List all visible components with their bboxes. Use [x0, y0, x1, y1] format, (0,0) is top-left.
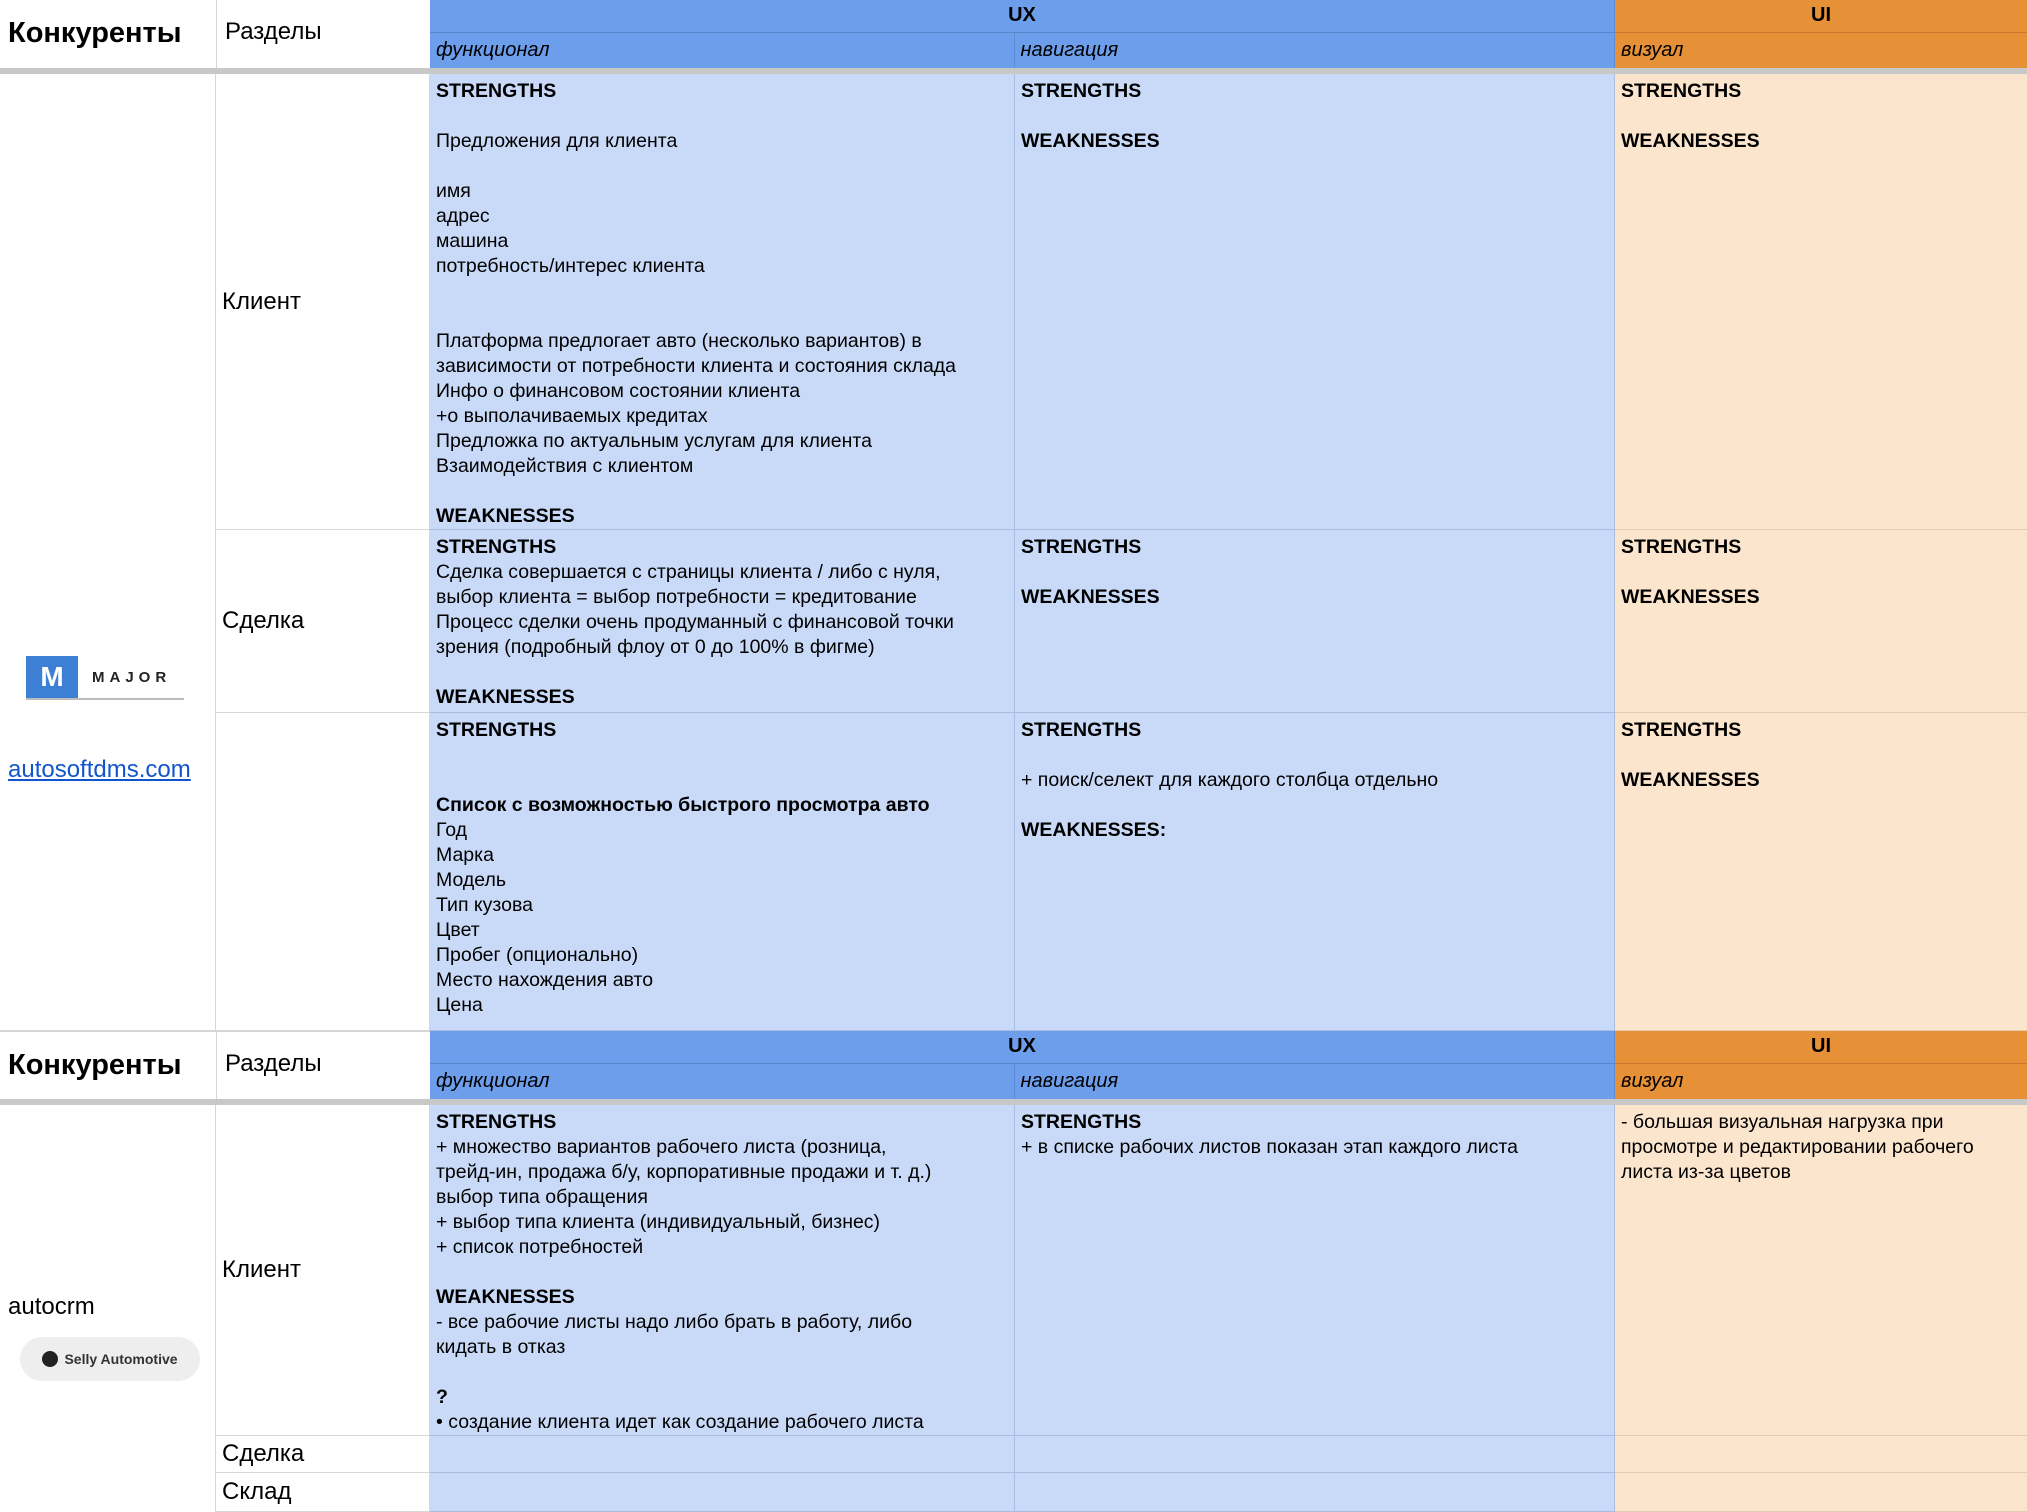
cell-text-line: STRENGTHS: [436, 1111, 557, 1133]
header-visual[interactable]: визуал: [1621, 1070, 1684, 1092]
section-cell[interactable]: Сделка: [216, 1436, 430, 1473]
cell-text-line: STRENGTHS: [1621, 536, 1742, 558]
competitor-name: autocrm: [8, 1293, 95, 1320]
cell-text-line: STRENGTHS: [1621, 80, 1742, 102]
selly-logo: Selly Automotive: [20, 1337, 200, 1381]
cell-text-line: WEAKNESSES: [436, 686, 575, 708]
cell-text-line: [1021, 104, 1614, 129]
cell-text-line: Тип кузова: [436, 894, 533, 916]
cell-text-line: [1621, 104, 2027, 129]
cell-text-line: Год: [436, 819, 468, 841]
cell-text-line: STRENGTHS: [436, 80, 557, 102]
cell-text-line: - все рабочие листы надо либо брать в работу, либо: [436, 1311, 913, 1333]
cell-text-line: зависимости от потребности клиента и состояния склада: [436, 355, 957, 377]
header-competitors[interactable]: Конкуренты: [0, 1031, 216, 1099]
cell-text-line: WEAKNESSES: [1621, 769, 1760, 791]
cell-text-line: кидать в отказ: [436, 1336, 566, 1358]
cell-text-line: • создание клиента идет как создание рабочего листа: [436, 1411, 924, 1433]
cell-text-line: WEAKNESSES:: [1021, 819, 1167, 841]
cell-text-line: Взаимодействия с клиентом: [436, 455, 694, 477]
functional-cell[interactable]: [430, 1436, 1015, 1473]
cell-text-line: + в списке рабочих листов показан этап каждого листа: [1021, 1136, 1519, 1158]
cell-text-line: [1021, 793, 1614, 818]
cell-text-line: [436, 154, 1014, 179]
cell-text-line: +о выполачиваемых кредитах: [436, 405, 708, 427]
cell-text-line: [1621, 743, 2027, 768]
header-navigation[interactable]: навигация: [1020, 39, 1119, 61]
selly-logo-icon: [42, 1351, 58, 1367]
cell-text-line: Модель: [436, 869, 506, 891]
navigation-cell[interactable]: [1015, 713, 1615, 1031]
cell-text-line: ?: [436, 1386, 448, 1408]
header-ui-group[interactable]: [1615, 0, 2027, 68]
cell-text-line: выбор клиента = выбор потребности = кредитование: [436, 586, 917, 608]
cell-text-line: [436, 304, 1014, 329]
cell-text-line: Процесс сделки очень продуманный с финансовой точки: [436, 611, 954, 633]
visual-cell[interactable]: [1615, 74, 2027, 530]
cell-text-line: трейд-ин, продажа б/у, корпоративные продажи и т. д.): [436, 1161, 932, 1183]
cell-text-line: WEAKNESSES: [436, 1286, 575, 1308]
navigation-cell[interactable]: [1015, 1473, 1615, 1512]
cell-text-line: Место нахождения авто: [436, 969, 654, 991]
cell-text-line: + выбор типа клиента (индивидуальный, бизнес): [436, 1211, 881, 1233]
cell-text-line: + множество вариантов рабочего листа (розница,: [436, 1136, 887, 1158]
cell-text-line: WEAKNESSES: [1021, 130, 1160, 152]
cell-text-line: адрес: [436, 205, 490, 227]
cell-text-line: STRENGTHS: [436, 719, 557, 741]
cell-text-line: Марка: [436, 844, 494, 866]
header-functional[interactable]: функционал: [430, 33, 1015, 68]
cell-text-line: Предложения для клиента: [436, 130, 678, 152]
cell-text-line: имя: [436, 180, 471, 202]
cell-text-line: листа из-за цветов: [1621, 1161, 1791, 1183]
cell-text-line: выбор типа обращения: [436, 1186, 648, 1208]
header-ux-group[interactable]: [430, 1031, 1615, 1099]
cell-text-line: [436, 1360, 1014, 1385]
navigation-cell[interactable]: [1015, 1436, 1615, 1473]
cell-text-line: потребность/интерес клиента: [436, 255, 705, 277]
header-ux-label: UX: [430, 0, 1614, 33]
header-navigation[interactable]: навигация: [1020, 1070, 1119, 1092]
cell-text-line: [436, 768, 1014, 793]
competitor-cell-autocrm[interactable]: [0, 1105, 216, 1512]
functional-cell[interactable]: [430, 713, 1015, 1031]
cell-text-line: STRENGTHS: [1621, 719, 1742, 741]
cell-text-line: WEAKNESSES: [1621, 586, 1760, 608]
cell-text-line: STRENGTHS: [1021, 719, 1142, 741]
cell-text-line: Цена: [436, 994, 483, 1016]
cell-text-line: STRENGTHS: [1021, 536, 1142, 558]
cell-text-line: WEAKNESSES: [1621, 130, 1760, 152]
cell-text-line: [1021, 743, 1614, 768]
cell-text-line: Инфо о финансовом состоянии клиента: [436, 380, 801, 402]
header-functional[interactable]: функционал: [430, 1064, 1015, 1099]
cell-text-line: машина: [436, 230, 509, 252]
header-ux-group[interactable]: [430, 0, 1615, 68]
cell-text-line: [436, 279, 1014, 304]
competitor-cell-major[interactable]: [0, 74, 216, 1031]
cell-text-line: [1621, 560, 2027, 585]
cell-text-line: Сделка совершается с страницы клиента / либо с нуля,: [436, 561, 941, 583]
visual-cell[interactable]: [1615, 530, 2027, 713]
cell-text-line: STRENGTHS: [1021, 1111, 1142, 1133]
cell-text-line: Список с возможностью быстрого просмотра авто: [436, 794, 930, 816]
header-ui-label: UI: [1615, 1031, 2027, 1064]
section-cell[interactable]: Склад: [216, 1473, 430, 1512]
visual-cell[interactable]: [1615, 1105, 2027, 1436]
cell-text-line: STRENGTHS: [436, 536, 557, 558]
visual-cell[interactable]: [1615, 1436, 2027, 1473]
cell-text-line: Предложка по актуальным услугам для клиента: [436, 430, 872, 452]
header-visual[interactable]: визуал: [1621, 39, 1684, 61]
cell-text-line: + поиск/селект для каждого столбца отдельно: [1021, 769, 1439, 791]
navigation-cell[interactable]: [1015, 74, 1615, 530]
navigation-cell[interactable]: [1015, 530, 1615, 713]
header-competitors[interactable]: Конкуренты: [0, 0, 216, 68]
functional-cell[interactable]: [430, 1473, 1015, 1512]
cell-text-line: просмотре и редактировании рабочего: [1621, 1136, 1974, 1158]
section-cell[interactable]: [216, 713, 430, 1031]
cell-text-line: STRENGTHS: [1021, 80, 1142, 102]
section-cell[interactable]: Сделка: [216, 530, 430, 713]
visual-cell[interactable]: [1615, 1473, 2027, 1512]
major-logo: M MAJOR: [26, 656, 184, 700]
competitor-link[interactable]: autosoftdms.com: [8, 756, 191, 783]
cell-text-line: [436, 1260, 1014, 1285]
cell-text-line: [436, 660, 1014, 685]
section-cell[interactable]: Клиент: [216, 1105, 430, 1436]
cell-text-line: Пробег (опционально): [436, 944, 639, 966]
visual-cell[interactable]: [1615, 713, 2027, 1031]
cell-text-line: [436, 743, 1014, 768]
cell-text-line: WEAKNESSES: [436, 505, 575, 527]
functional-cell[interactable]: [430, 530, 1015, 713]
cell-text-line: [1021, 560, 1614, 585]
header-sections[interactable]: Разделы: [216, 1031, 430, 1099]
functional-cell[interactable]: [430, 74, 1015, 530]
cell-text-line: [436, 479, 1014, 504]
cell-text-line: + список потребностей: [436, 1236, 644, 1258]
cell-text-line: WEAKNESSES: [1021, 586, 1160, 608]
navigation-cell[interactable]: [1015, 1105, 1615, 1436]
cell-text-line: Цвет: [436, 919, 480, 941]
header-ui-label: UI: [1615, 0, 2027, 33]
cell-text-line: [436, 104, 1014, 129]
cell-text-line: - большая визуальная нагрузка при: [1621, 1111, 1944, 1133]
cell-text-line: Платформа предлогает авто (несколько вариантов) в: [436, 330, 922, 352]
functional-cell[interactable]: [430, 1105, 1015, 1436]
header-sections[interactable]: Разделы: [216, 0, 430, 68]
header-ux-label: UX: [430, 1031, 1614, 1064]
header-ui-group[interactable]: [1615, 1031, 2027, 1099]
cell-text-line: зрения (подробный флоу от 0 до 100% в фигме): [436, 636, 875, 658]
section-cell[interactable]: Клиент: [216, 74, 430, 530]
